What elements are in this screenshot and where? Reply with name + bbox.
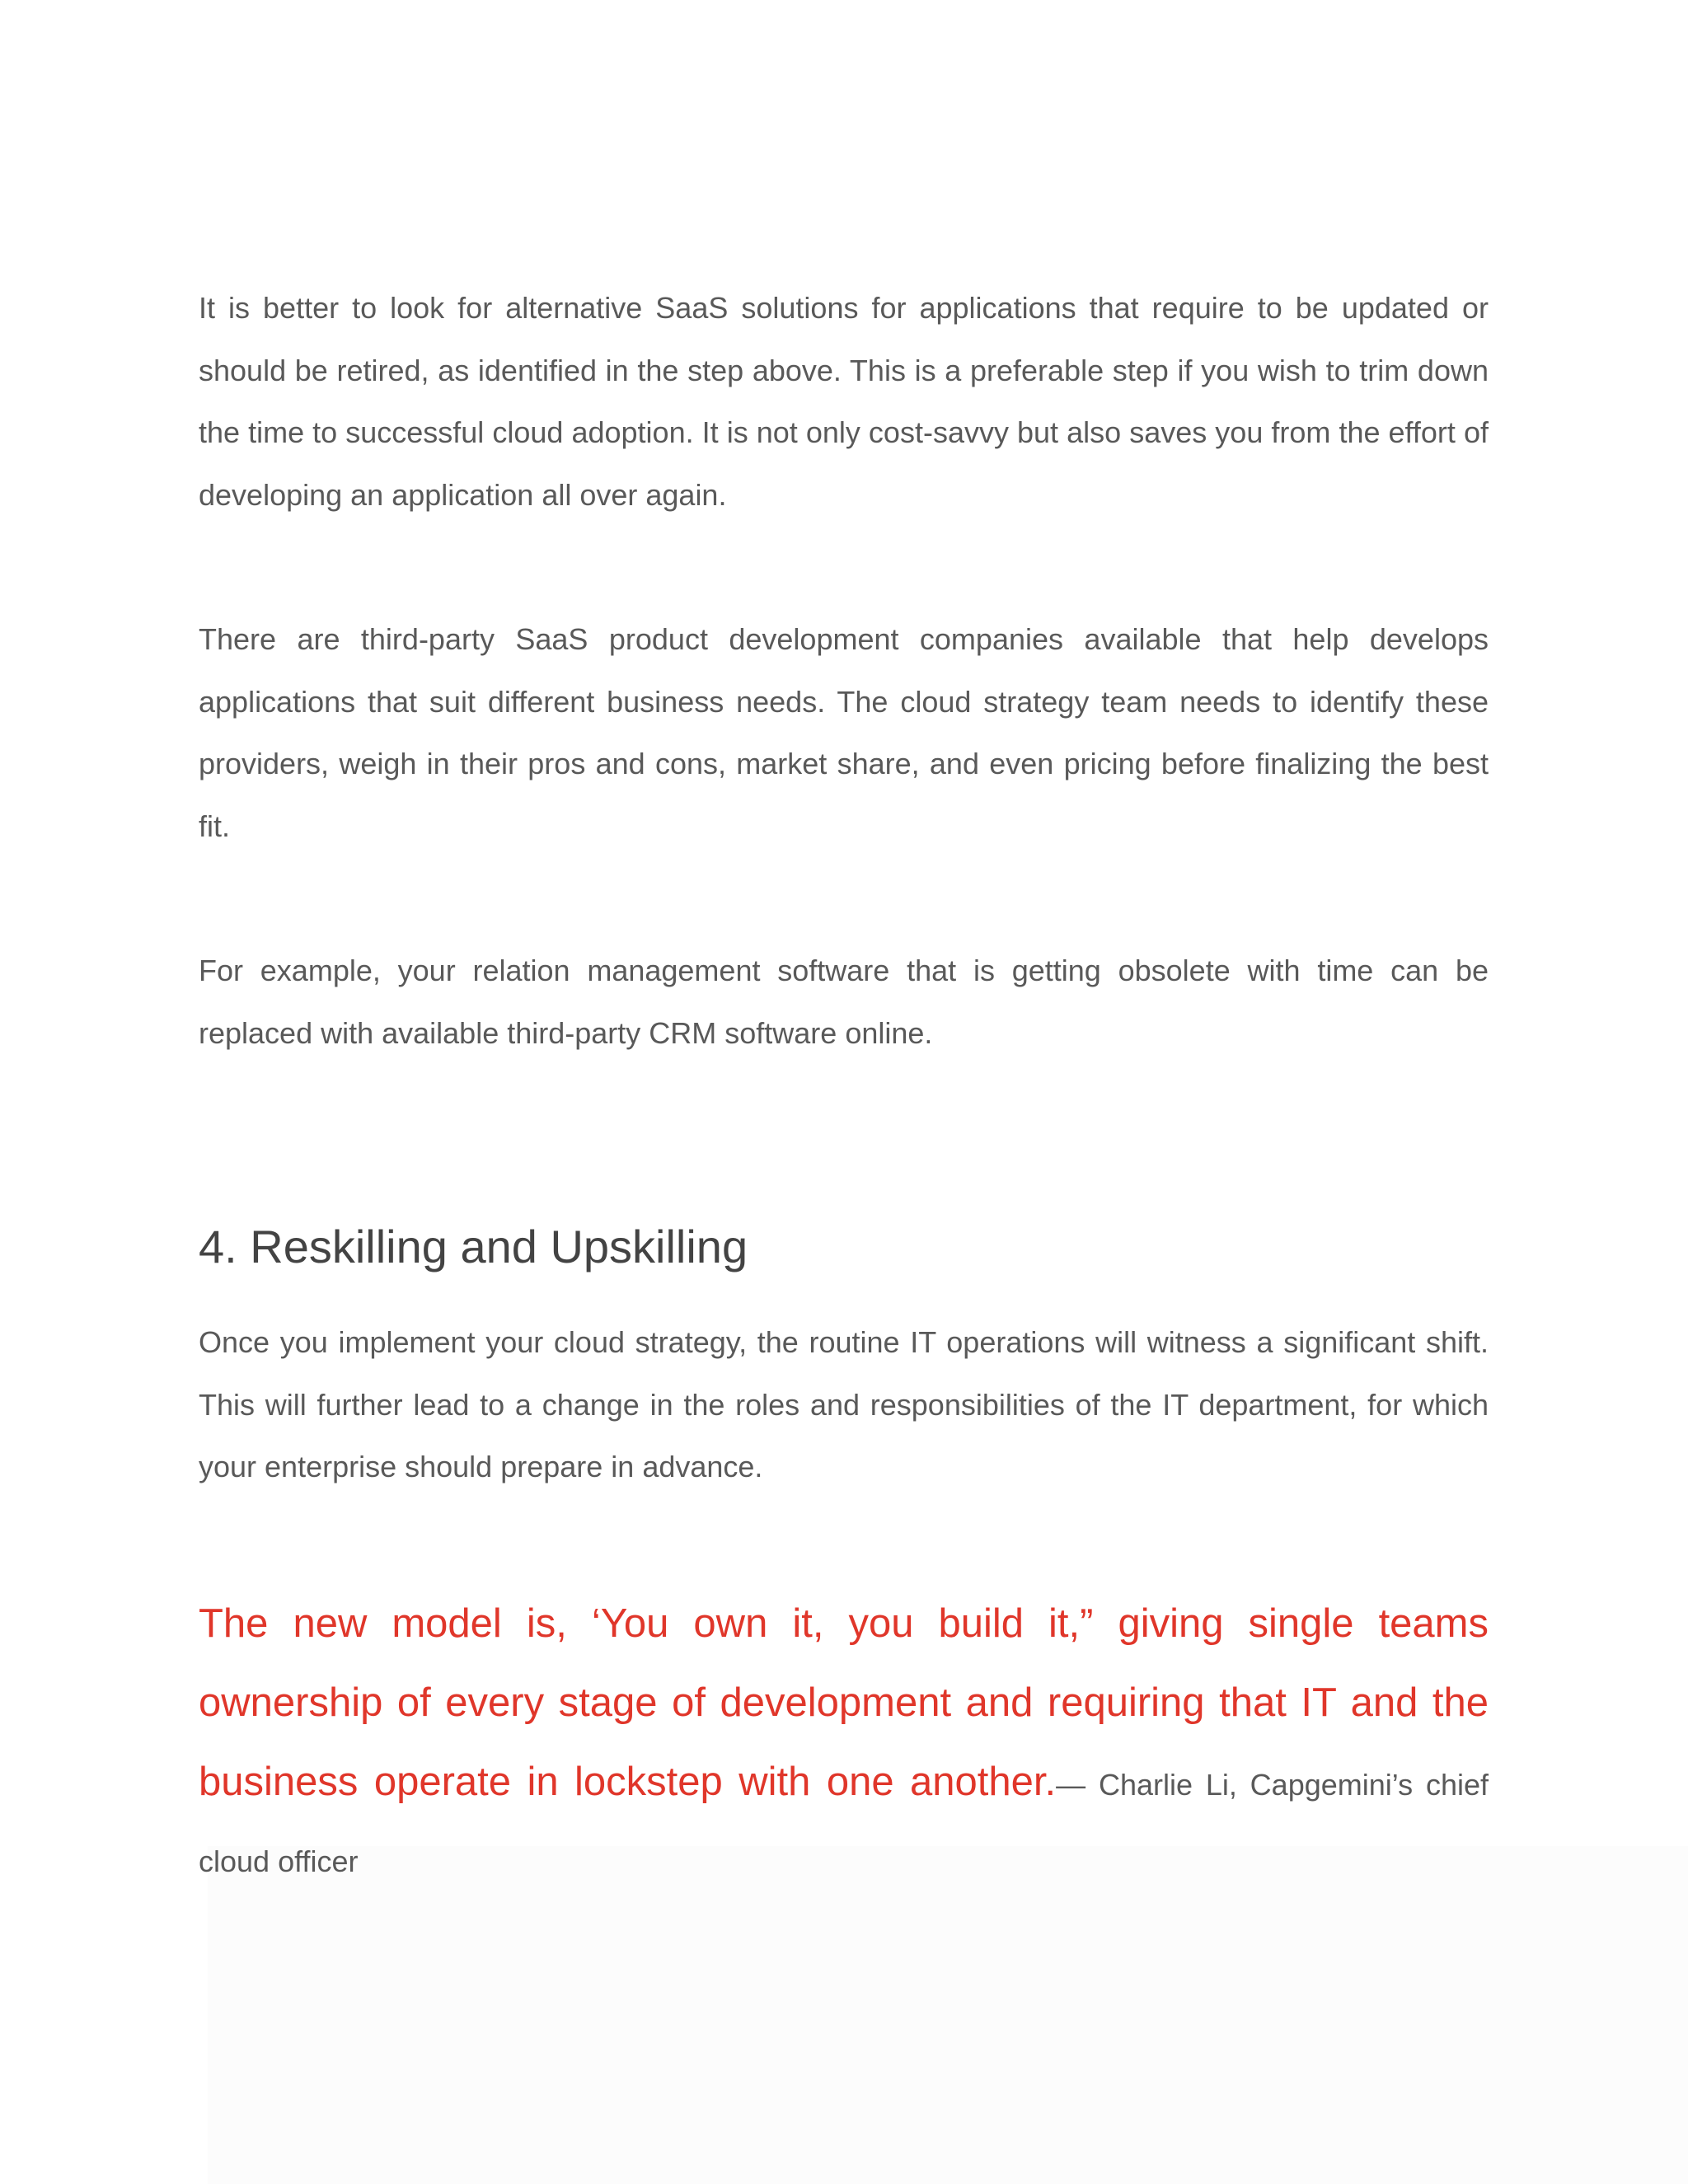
quote-text: The new model is, ‘You own it, you build it,” giving single teams ownership of every stage of development and requiring that IT and the business operate in lockstep with one another.	[199, 1601, 1489, 1804]
paragraph-crm-example: For example, your relation management software that is getting obsolete with time can be replaced with available third-party CRM software online.	[199, 954, 1489, 1050]
pull-quote	[199, 1589, 1489, 1903]
section-heading: 4. Reskilling and Upskilling	[199, 1221, 748, 1272]
paragraph-reskilling: Once you implement your cloud strategy, the routine IT operations will witness a significant shift. This will further lead to a change in the roles and responsibilities of the IT department, for which your enterprise should prepare in advance.	[199, 1325, 1489, 1483]
quote-attribution: — Charlie Li, Capgemini’s chief cloud officer	[199, 1767, 1489, 1878]
paragraph-third-party-providers: There are third-party SaaS product development companies available that help develops applications that suit different business needs. The cloud strategy team needs to identify these providers, weigh in their pros and cons, market share, and even pricing before finalizing the best fit.	[199, 622, 1489, 843]
document-content	[199, 277, 1489, 1903]
paragraph-saas-alternatives: It is better to look for alternative SaaS solutions for applications that require to be updated or should be retired, as identified in the step above. This is a preferable step if you wish to trim down the time to successful cloud adoption. It is not only cost-savvy but also saves you from the effort of developing an application all over again.	[199, 291, 1489, 512]
